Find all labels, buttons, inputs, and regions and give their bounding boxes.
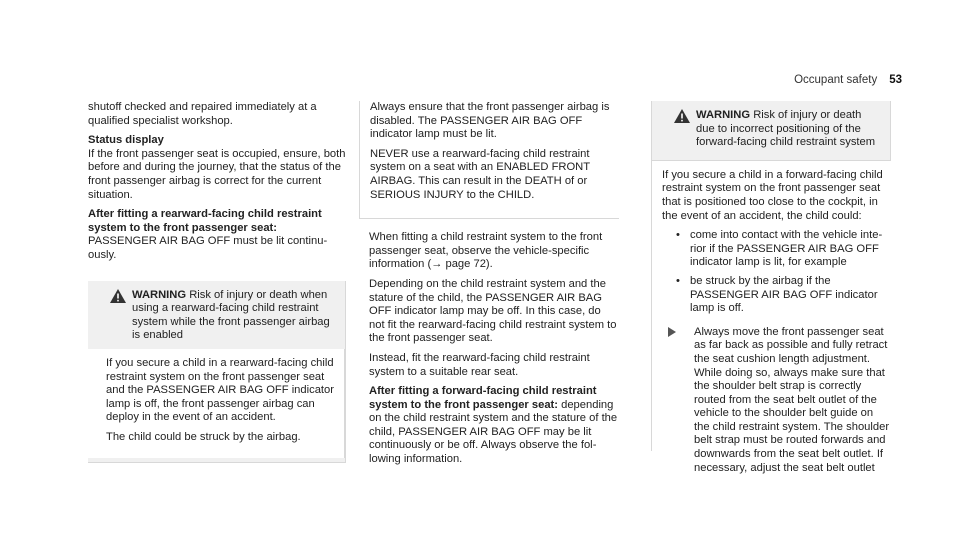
warning-box-1 [88,281,346,464]
step-text: Always move the front passenger seat as far back as possible and fully retract the seat cushion length adjustment. While doing so, always make sure that the shoulder belt strap is correctly routed from the seat belt outlet of the vehicle to the shoulder belt guide on the child restraint system. The shoulder belt strap must be routed forwards and downwards from the seat belt outlet. If necessary, adjust the seat belt outlet [694,325,890,474]
column-2-body [359,219,619,467]
warning-head [670,101,880,156]
rear-section [88,208,346,262]
status-heading: Status display [88,134,164,147]
bullet-list [662,229,891,316]
warning-continuation [359,101,619,219]
warning-title: Risk of injury or death due to incorrect positioning of the forward-facing child restraint system [696,109,876,149]
list-item: • come into contact with the vehicle interior if the PASSENGER AIR BAG OFF indicator lamp is lit, for example [676,229,891,270]
status-text: If the front passenger seat is occupied, ensure, both before and during the journey, that the status of the front passenger airbag is correct for the current situation. [88,147,346,201]
status-section [88,134,346,202]
warning-paragraph: The child could be struck by the airbag. [106,430,301,443]
warning-box-2-body [652,161,891,475]
forward-heading: After fitting a forward-facing child restraint system to the front passenger seat: [369,385,597,411]
warning-paragraph: If you secure a child in a rearward-facing child restraint system on the front passenger seat and the PASSENGER AIR BAG OFF indicator lamp is off, the front passenger airbag can deploy in the event of an accident. [106,356,334,424]
warning-paragraph: NEVER use a rearward-facing child restraint system on a seat with an ENABLED FRONT AIRBAG. This can result in the DEATH of or SERIOUS INJURY to the CHILD. [370,147,590,201]
body-paragraph: When fitting a child restraint system to the front passenger seat, observe the vehicle-specific information (→ page 72). [369,231,603,271]
rear-heading: After fitting a rearward-facing child restraint system to the front passenger seat: [88,208,322,234]
instruction-step [662,326,891,476]
warning-icon [674,109,690,123]
body-paragraph: Depending on the child restraint system and the stature of the child, the PASSENGER AIR BAG OFF indicator lamp may be off. In this case, do not fit the rearward-facing child restraint system to the front passenger seat. [369,277,617,345]
column-3 [651,101,891,474]
forward-section [369,385,619,467]
warning-box-2-head [652,101,891,161]
warning-icon [110,289,126,303]
warning-paragraph: Always ensure that the front passenger airbag is disabled. The PASSENGER AIR BAG OFF indicator lamp must be lit. [370,101,610,141]
forward-text: depending on the child restraint system and the stature of the child, PASSENGER AIR BAG OFF may be lit continuously or be off. Always observe the following information. [369,398,618,466]
body-paragraph: Instead, fit the rearward-facing child restraint system to a suitable rear seat. [369,351,590,378]
step-arrow-icon [668,327,676,337]
page-number: 53 [889,74,902,86]
intro-text: shutoff checked and repaired immediately at a qualified specialist workshop. [88,101,317,127]
warning-title: Risk of injury or death when using a rearward-facing child restraint system while the front passenger airbag is enabled [132,288,330,342]
warning-paragraph: If you secure a child in a forward-facing child restraint system on the front passenger seat that is positioned too close to the cockpit, in the event of an accident, the child could: [662,168,883,222]
page-header [794,74,902,88]
list-item: • be struck by the airbag if the PASSENGER AIR BAG OFF indicator lamp is off. [676,275,891,316]
warning-body [88,349,345,459]
warning-label: WARNING [696,109,751,121]
section-title: Occupant safety [794,74,878,86]
warning-box-2 [651,101,891,474]
column-2 [359,101,619,473]
rear-text: PASSENGER AIR BAG OFF must be lit continuously. [88,235,328,261]
warning-label: WARNING [132,288,187,301]
warning-head [106,281,335,349]
column-1 [88,101,346,463]
